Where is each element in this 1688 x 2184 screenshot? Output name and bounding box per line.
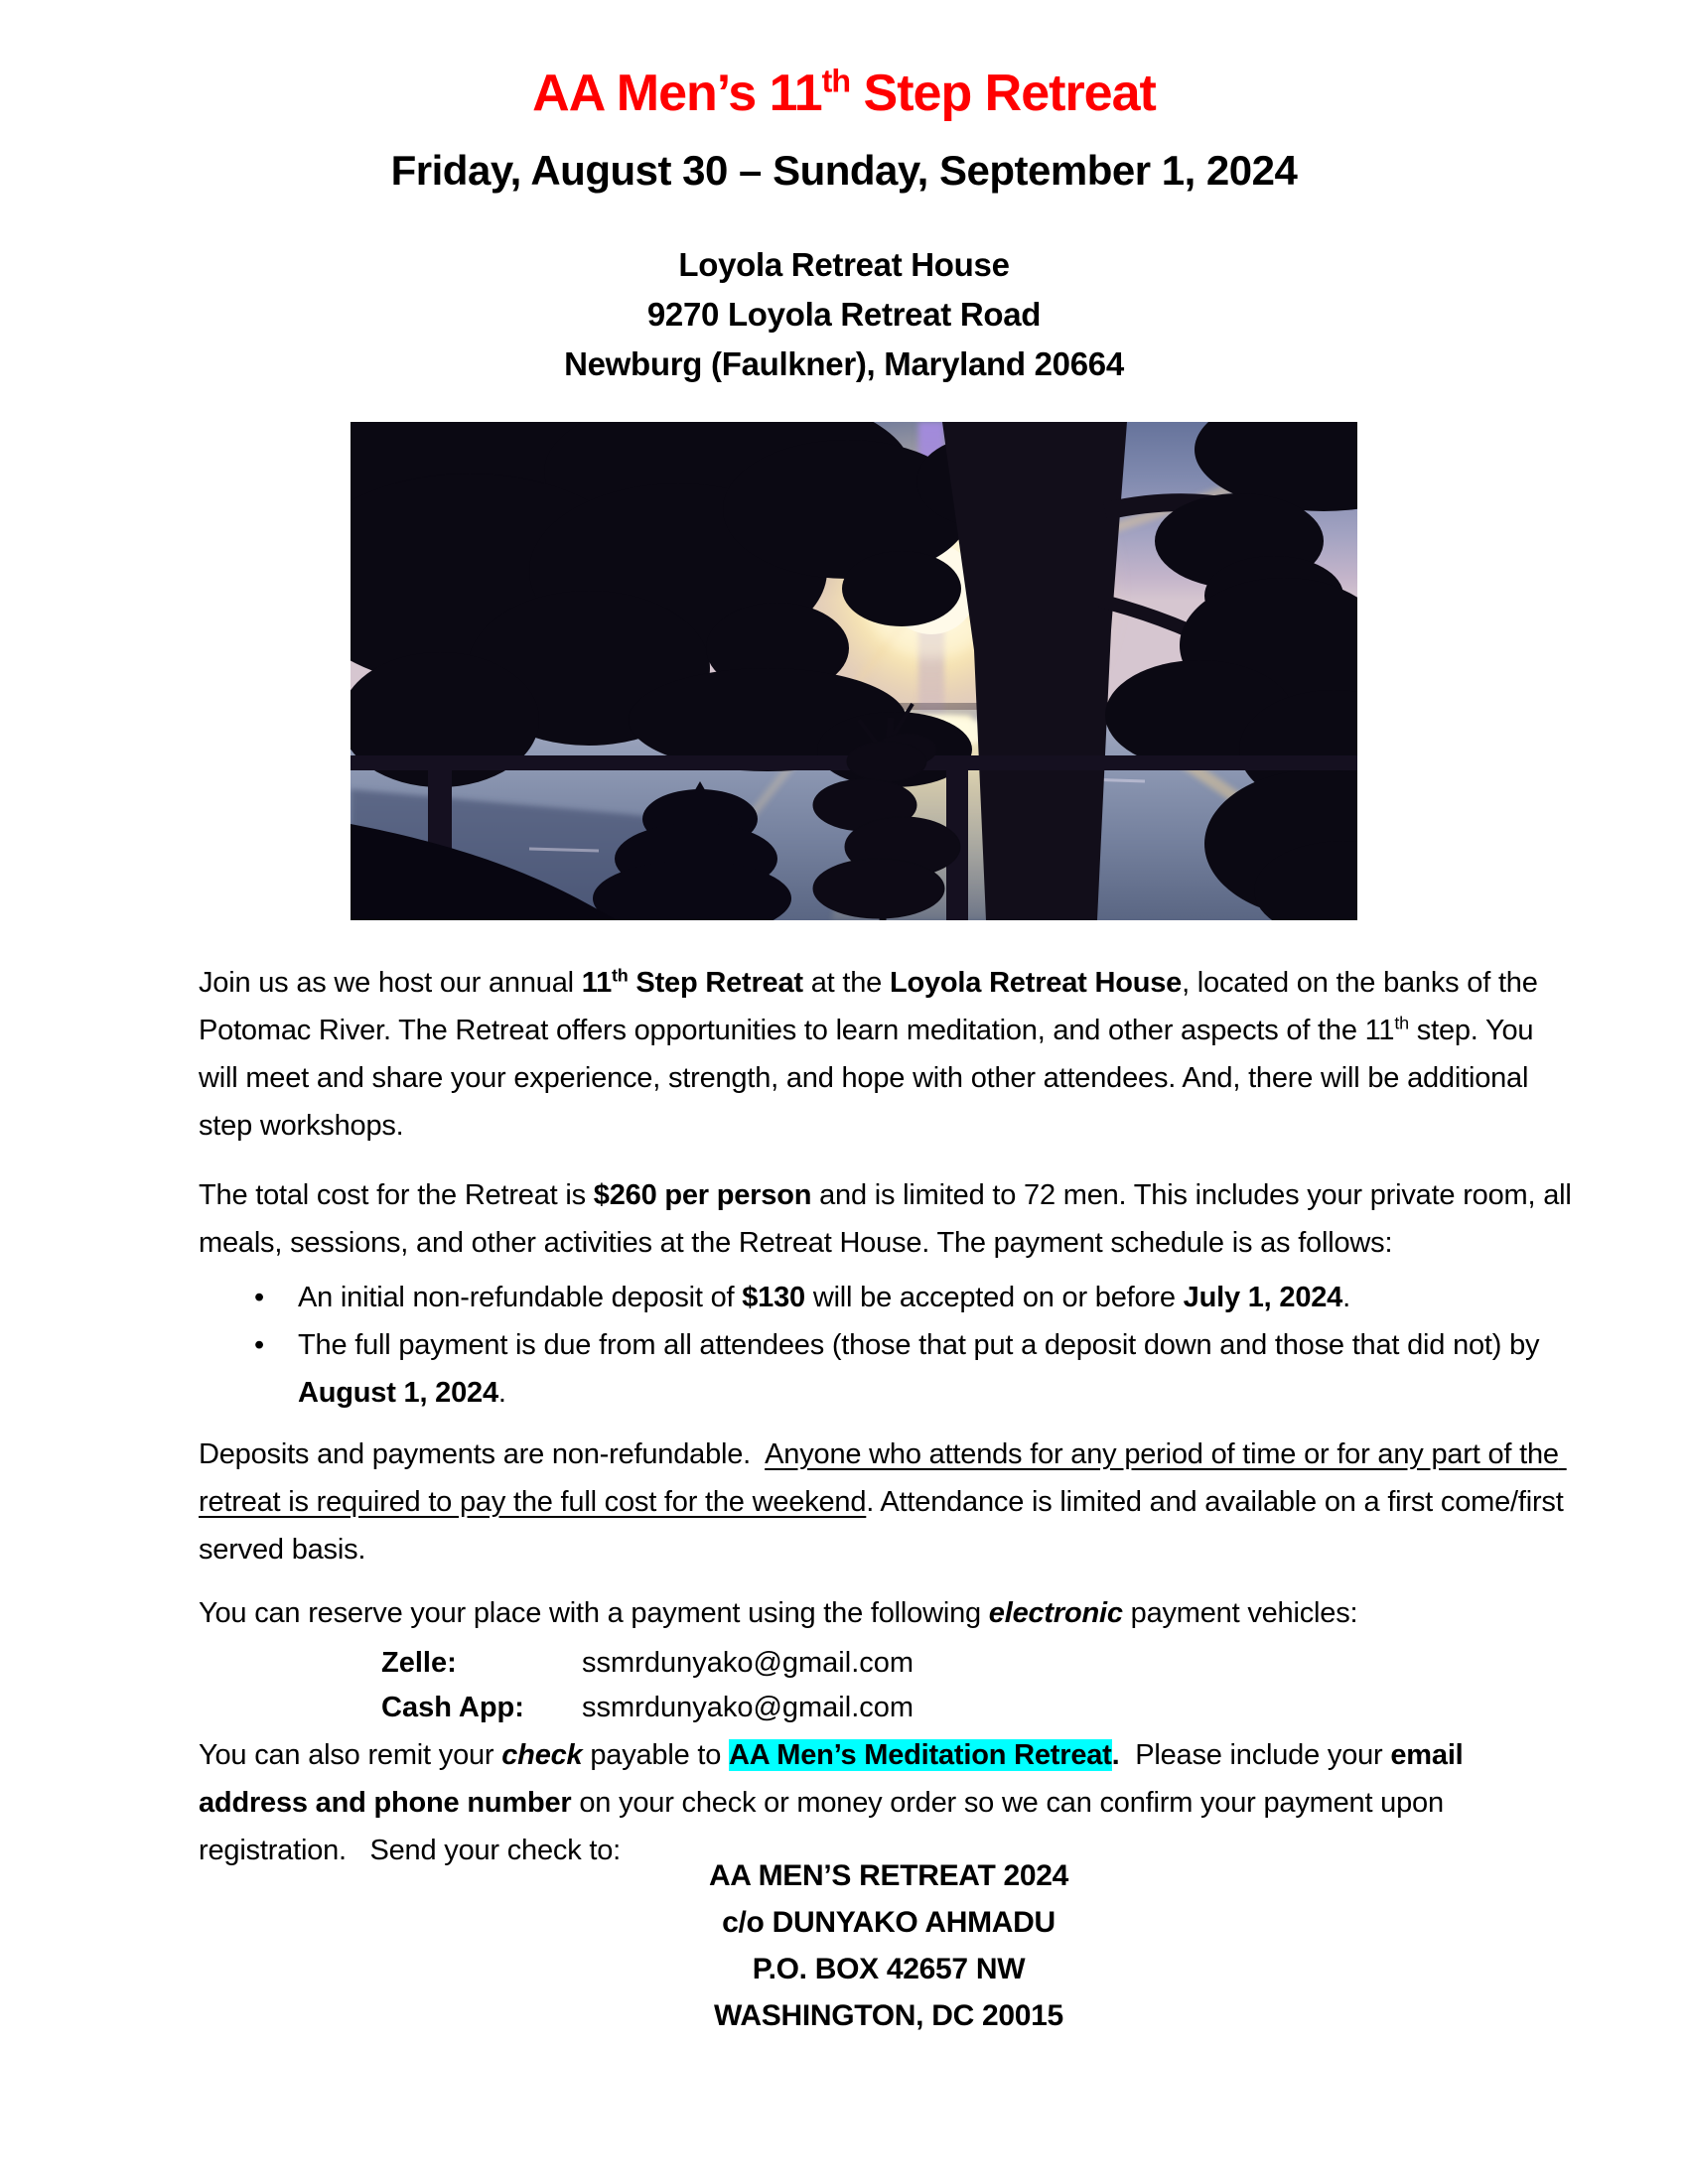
mailing-address-block [199, 1852, 1579, 2039]
mailing-line-4: WASHINGTON, DC 20015 [714, 1999, 1063, 2032]
deposit-deadline-bold: July 1, 2024 [1183, 1282, 1343, 1313]
intro-text: Join us as we host our annual [199, 967, 582, 999]
check-text: Please include your [1119, 1739, 1391, 1771]
cost-paragraph [199, 1171, 1579, 1267]
venue-street: 9270 Loyola Retreat Road [646, 296, 1042, 333]
zelle-email: ssmrdunyako@gmail.com [582, 1647, 914, 1679]
retreat-dates: Friday, August 30 – Sunday, September 1, 2024 [390, 147, 1298, 194]
deposit-text: An initial non-refundable deposit of [298, 1282, 743, 1313]
retreat-title-superscript: th [821, 63, 851, 99]
deposit-text: will be accepted on or before [804, 1282, 1184, 1313]
full-payment-text: . [497, 1377, 506, 1409]
mailing-line-1: AA MEN’S RETREAT 2024 [708, 1859, 1069, 1892]
reserve-paragraph [199, 1589, 1579, 1637]
cashapp-email: ssmrdunyako@gmail.com [582, 1692, 914, 1723]
check-text: on your check or money order so we can confirm your payment upon registration. Send your check to: [199, 1787, 1452, 1866]
deposit-bullet [254, 1274, 1579, 1321]
retreat-title [0, 64, 1688, 123]
venue-name: Loyola Retreat House [678, 246, 1010, 283]
cashapp-label: Cash App: [381, 1692, 524, 1723]
contact-info-bold: email address and phone number [199, 1739, 1472, 1819]
intro-text: at the [802, 967, 890, 999]
refund-text: Deposits and payments are non-refundable. [199, 1438, 766, 1470]
retreat-title-tail: Step Retreat [850, 65, 1156, 122]
step-retreat-bold: 11th Step Retreat [581, 965, 803, 999]
sunset-river-photo [351, 422, 1357, 920]
check-text: You can also remit your [199, 1739, 502, 1771]
price-bold: $260 per person [593, 1179, 812, 1211]
venue-address-block [0, 240, 1688, 389]
intro-text: , located on the banks of the Potomac River. The Retreat offers opportunities to learn meditation, and other aspects of the 11 [199, 967, 1546, 1046]
sunset-photo-illustration [351, 422, 1357, 920]
reserve-text: You can reserve your place with a payment using the following [199, 1597, 989, 1629]
full-payment-text: The full payment is due from all attendees (those that put a deposit down and those that did not) by [298, 1329, 1548, 1361]
payment-schedule-list [199, 1274, 1579, 1417]
mailing-line-3: P.O. BOX 42657 NW [752, 1953, 1026, 1985]
cashapp-row [381, 1688, 1275, 1727]
deposit-amount-bold: $130 [742, 1282, 805, 1313]
meditation-retreat-highlight: AA Men’s Meditation Retreat [729, 1739, 1112, 1771]
deposit-text: . [1342, 1282, 1350, 1313]
loyola-house-bold: Loyola Retreat House [889, 967, 1183, 999]
retreat-title-text: AA Men’s 11 [532, 65, 822, 122]
refund-paragraph [199, 1431, 1579, 1573]
intro-superscript: th [1394, 1013, 1409, 1033]
zelle-label: Zelle: [381, 1647, 457, 1679]
intro-paragraph [199, 959, 1579, 1150]
mailing-line-2: c/o DUNYAKO AHMADU [722, 1906, 1055, 1939]
intro-text: step. You will meet and share your experience, strength, and hope with other attendees. And, there will be additional step workshops. [199, 1015, 1542, 1142]
check-text: payable to [582, 1739, 730, 1771]
refund-underlined-text: Anyone who attends for any period of time or for any part of the retreat is required to pay the full cost for the weekend [199, 1438, 1567, 1518]
venue-city-state-zip: Newburg (Faulkner), Maryland 20664 [564, 345, 1124, 382]
refund-text: . Attendance is limited and available on a first come/first served basis. [199, 1486, 1572, 1566]
full-payment-deadline-bold: August 1, 2024 [298, 1377, 498, 1409]
electronic-bold-italic: electronic [988, 1597, 1123, 1629]
cost-text: The total cost for the Retreat is [199, 1179, 594, 1211]
check-text: . [1111, 1739, 1120, 1771]
cost-text: and is limited to 72 men. This includes your private room, all meals, sessions, and other activities at the Retreat House. The payment schedule is as follows: [199, 1179, 1580, 1259]
check-bold-italic: check [501, 1739, 583, 1771]
reserve-text: payment vehicles: [1122, 1597, 1358, 1629]
full-payment-bullet [254, 1321, 1579, 1417]
zelle-row [381, 1643, 1275, 1683]
